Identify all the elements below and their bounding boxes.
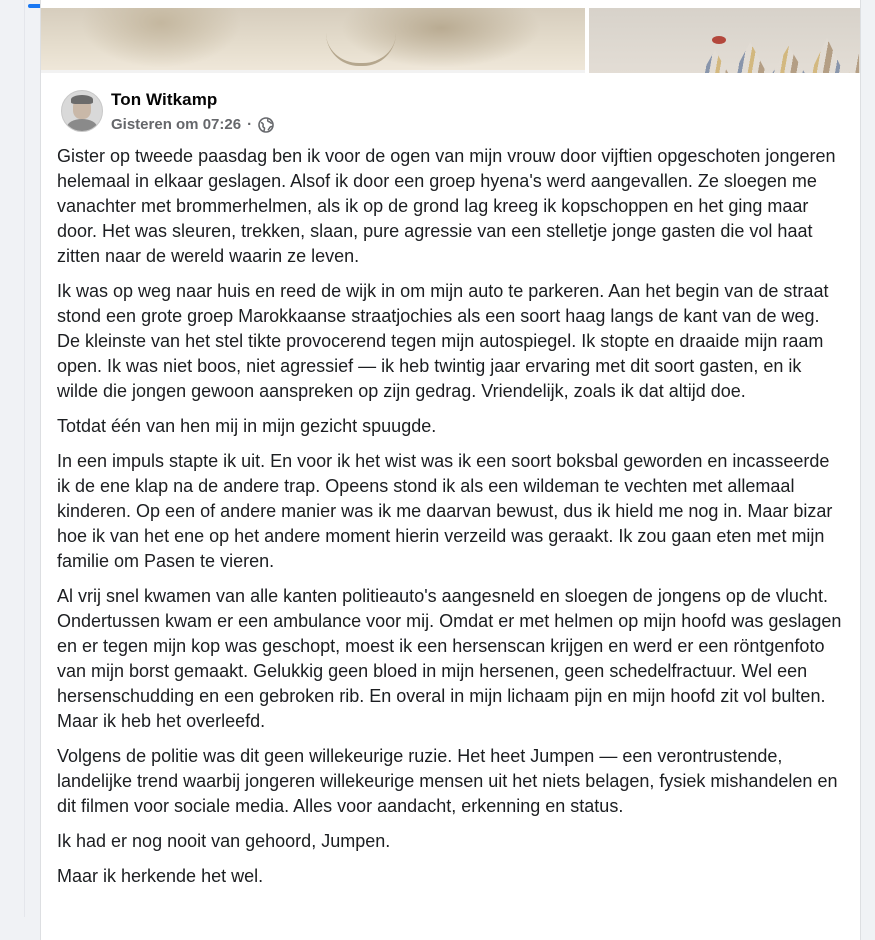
avatar[interactable] <box>61 90 103 132</box>
post-header <box>41 84 860 144</box>
meta-separator: · <box>247 116 253 133</box>
post-paragraph: Ik had er nog nooit van gehoord, Jumpen. <box>57 831 391 851</box>
left-gutter <box>0 0 25 917</box>
post-meta <box>111 116 274 133</box>
post-paragraph: Ik was op weg naar huis en reed de wijk in om mijn auto te parkeren. Aan het begin van de straat stond een grote groep Marokkaanse straatjochies als een soort haag langs de kant van de weg. De kleinste van het stel tikte provocerend tegen mijn autospiegel. Ik stopte en draaide mijn raam open. Ik was niet boos, niet agressief — ik heb twintig jaar ervaring met dit soort gasten, en ik wilde die jongen gewoon aanspreken op zijn gedrag. Vriendelijk, zoals ik dat altijd doe. <box>57 281 829 401</box>
post-paragraph: Al vrij snel kwamen van alle kanten politieauto's aangesneld en sloegen de jongens op de vlucht. Ondertussen kwam er een ambulance voor mij. Omdat er met helmen op mijn hoofd was geslagen en er tegen mijn kop was geschopt, moest ik een hersenscan krijgen en werd er een röntgenfoto van mijn borst gemaakt. Gelukkig geen bloed in mijn hersenen, geen schedelfractuur. Wel een hersenschudding en een gebroken rib. En overal in mijn lichaam pijn en mijn hoofd zit vol bulten. Maar ik heb het overleefd. <box>57 586 842 731</box>
post-paragraph: Totdat één van hen mij in mijn gezicht spuugde. <box>57 416 437 436</box>
post-paragraph: Gister op tweede paasdag ben ik voor de ogen van mijn vrouw door vijftien opgeschoten jongeren helemaal in elkaar geslagen. Alsof ik door een groep hyena's werd aangevallen. Ze sloegen me vanachter met brommerhelmen, als ik op de grond lag kreeg ik kopschoppen en het ging maar door. Het was sleuren, trekken, slaan, pure agressie van een stelletje jonge gasten die vol haat zitten naar de wereld waarin ze leven. <box>57 146 836 266</box>
author-name[interactable]: Ton Witkamp <box>111 90 218 109</box>
post-paragraph: Maar ik herkende het wel. <box>57 866 264 886</box>
post-photo-main[interactable] <box>41 8 585 73</box>
globe-icon[interactable] <box>258 117 274 133</box>
post-paragraph: In een impuls stapte ik uit. En voor ik het wist was ik een soort boksbal geworden en incasseerde ik de ene klap na de andere trap. Opeens stond ik als een wildeman te vechten met allemaal kinderen. Op een of andere manier was ik me daarvan bewust, dus ik hield me nog in. Maar bizar hoe ik van het ene op het andere moment hierin verzeild was geraakt. Ik zou gaan eten met mijn familie om Pasen te vieren. <box>57 451 833 571</box>
post-timestamp[interactable]: Gisteren om 07:26 <box>111 116 242 133</box>
post-body <box>57 144 847 899</box>
post-photo-secondary[interactable] <box>589 8 860 73</box>
post-card <box>40 0 861 940</box>
post-paragraph: Volgens de politie was dit geen willekeurige ruzie. Het heet Jumpen — een verontrustende, landelijke trend waarbij jongeren willekeurige mensen uit het niets belagen, fysiek mishandelen en dit filmen voor sociale media. Alles voor aandacht, erkenning en status. <box>57 746 838 816</box>
post-photo-strip <box>41 8 860 73</box>
